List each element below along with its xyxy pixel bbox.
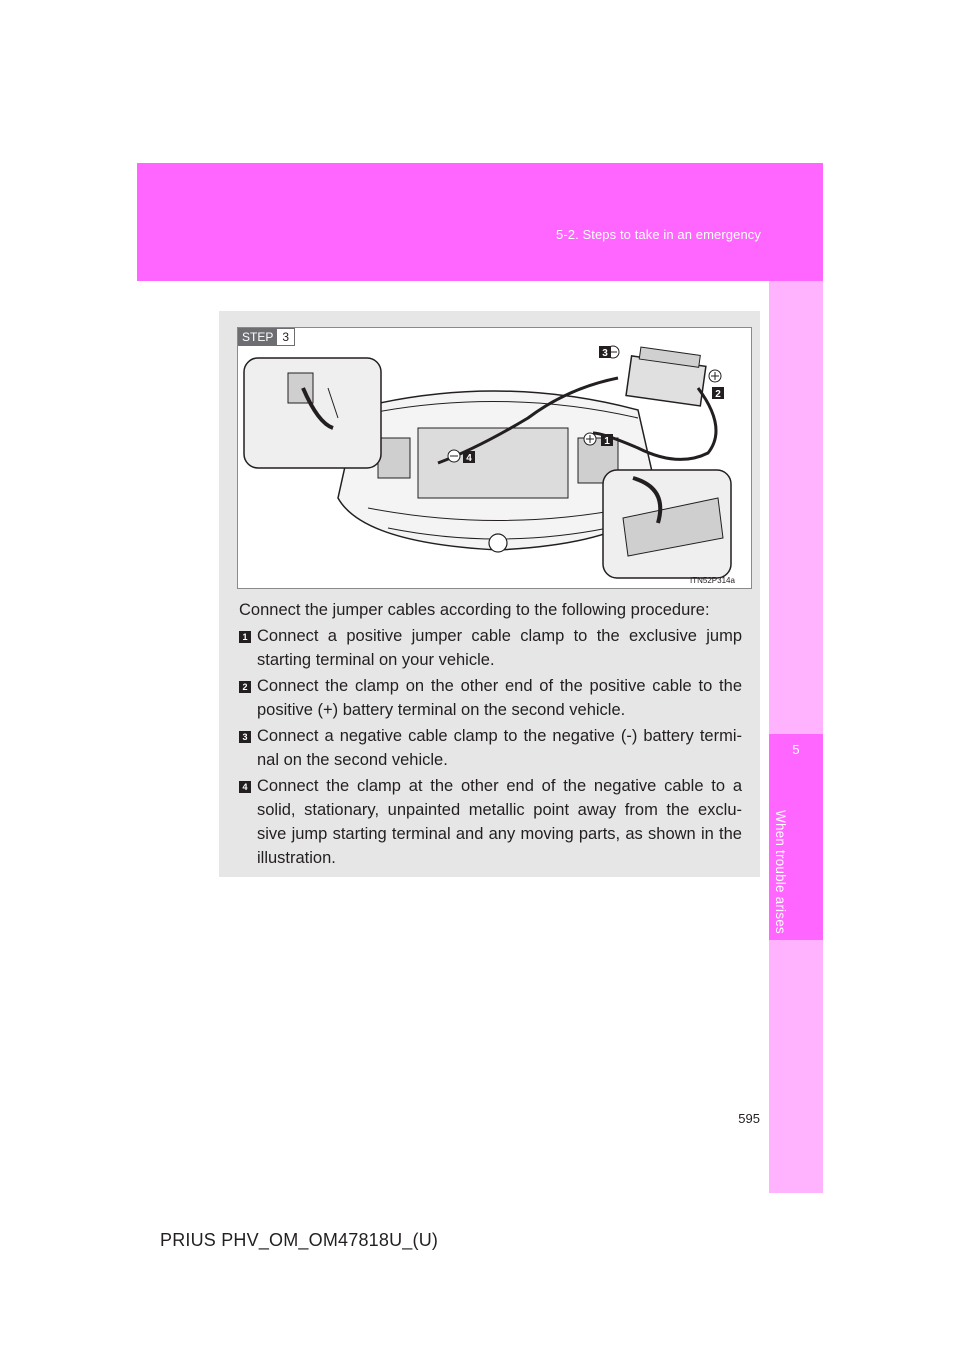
intro-text: Connect the jumper cables according to the following procedure: (239, 601, 710, 619)
callout-3: 3 (602, 348, 608, 359)
step-number-badge: 4 (239, 781, 251, 793)
step-text: Connect a positive jumper cable clamp to the exclusive jump starting terminal on your vehicle. (257, 627, 742, 669)
page-number: 595 (738, 1111, 760, 1126)
callout-1: 1 (604, 436, 610, 447)
jump-start-illustration (237, 327, 752, 589)
chapter-number: 5 (792, 742, 800, 757)
document-id: PRIUS PHV_OM_OM47818U_(U) (160, 1230, 439, 1250)
step-number-badge: 3 (239, 731, 251, 743)
procedure-step (239, 624, 742, 672)
step-number-badge: 1 (239, 631, 251, 643)
step-number-badge: 2 (239, 681, 251, 693)
step-text: Connect the clamp on the other end of the positive cable to the positive (+) battery terminal on the second vehicle. (257, 677, 742, 719)
chapter-title: When trouble arises (773, 810, 788, 934)
step-text: Connect the clamp at the other end of the negative cable to a solid, stationary, unpainted metallic point away from the exclu- sive jump starting terminal and any moving parts, as shown in the illustration. (257, 777, 742, 867)
header-band (137, 163, 823, 281)
callout-4: 4 (466, 453, 472, 464)
step-text: Connect a negative cable clamp to the negative (-) battery termi- nal on the second vehicle. (257, 727, 742, 769)
step-badge (238, 328, 295, 346)
callout-2: 2 (715, 389, 721, 400)
illustration-drawing (238, 328, 751, 588)
procedure-step (239, 674, 742, 722)
procedure-step (239, 774, 742, 870)
procedure-step (239, 724, 742, 772)
step-label: STEP (238, 328, 277, 346)
step-number: 3 (277, 328, 295, 346)
figure-code: ITN52P314a (690, 576, 735, 585)
section-title: 5-2. Steps to take in an emergency (555, 227, 761, 242)
